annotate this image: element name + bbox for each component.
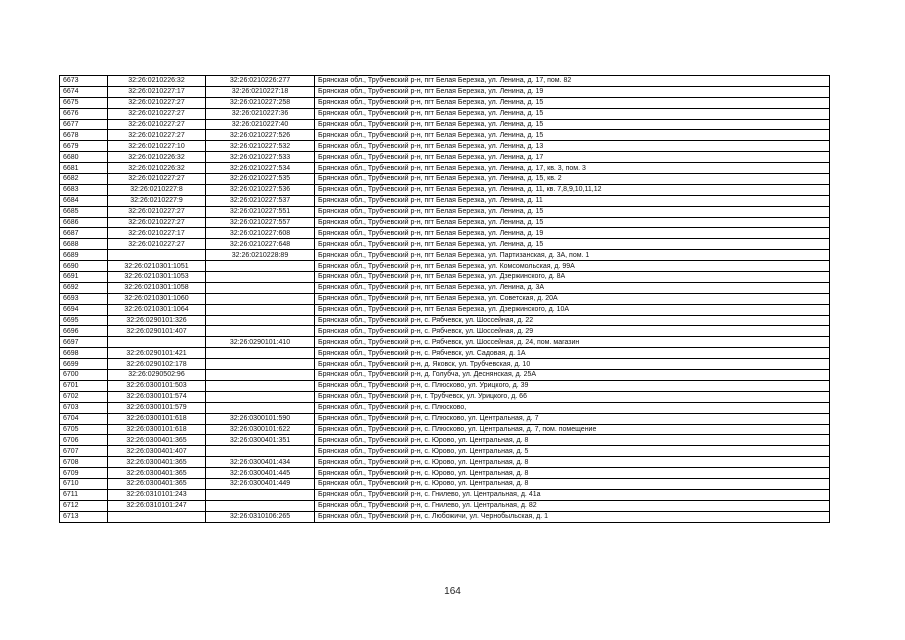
object-cadastral-number-cell: 32:26:0210227:533	[206, 152, 315, 163]
row-number-cell: 6706	[60, 435, 108, 446]
object-cadastral-number-cell	[206, 446, 315, 457]
table-row	[60, 97, 830, 108]
object-cadastral-number-cell	[206, 304, 315, 315]
row-number-cell: 6686	[60, 217, 108, 228]
table-row	[60, 380, 830, 391]
address-cell: Брянская обл., Трубчевский р-н, с. Гнилево, ул. Центральная, д. 82	[315, 500, 830, 511]
row-number-cell: 6682	[60, 174, 108, 185]
address-cell: Брянская обл., Трубчевский р-н, пгт Белая Березка, ул. Ленина, д. 15	[315, 119, 830, 130]
object-cadastral-number-cell	[206, 391, 315, 402]
row-number-cell: 6673	[60, 76, 108, 87]
table-row	[60, 184, 830, 195]
table-row	[60, 468, 830, 479]
row-number-cell: 6677	[60, 119, 108, 130]
land-cadastral-number-cell: 32:26:0210226:32	[108, 76, 206, 87]
row-number-cell: 6675	[60, 97, 108, 108]
object-cadastral-number-cell: 32:26:0210227:537	[206, 195, 315, 206]
address-cell: Брянская обл., Трубчевский р-н, пгт Белая Березка, ул. Партизанская, д. 3А, пом. 1	[315, 250, 830, 261]
row-number-cell: 6704	[60, 413, 108, 424]
row-number-cell: 6692	[60, 282, 108, 293]
land-cadastral-number-cell: 32:26:0210301:1058	[108, 282, 206, 293]
address-cell: Брянская обл., Трубчевский р-н, пгт Белая Березка, ул. Ленина, д. 17, кв. 3, пом. 3	[315, 163, 830, 174]
table-row	[60, 239, 830, 250]
address-cell: Брянская обл., Трубчевский р-н, с. Гнилево, ул. Центральная, д. 41а	[315, 489, 830, 500]
object-cadastral-number-cell	[206, 489, 315, 500]
table-row	[60, 141, 830, 152]
address-cell: Брянская обл., Трубчевский р-н, с. Юрово, ул. Центральная, д. 8	[315, 457, 830, 468]
land-cadastral-number-cell: 32:26:0210227:17	[108, 228, 206, 239]
table-row	[60, 500, 830, 511]
table-row	[60, 413, 830, 424]
land-cadastral-number-cell: 32:26:0300101:618	[108, 413, 206, 424]
object-cadastral-number-cell: 32:26:0210226:277	[206, 76, 315, 87]
row-number-cell: 6698	[60, 348, 108, 359]
object-cadastral-number-cell: 32:26:0210227:557	[206, 217, 315, 228]
row-number-cell: 6705	[60, 424, 108, 435]
table-row	[60, 326, 830, 337]
row-number-cell: 6707	[60, 446, 108, 457]
land-cadastral-number-cell: 32:26:0210301:1053	[108, 272, 206, 283]
object-cadastral-number-cell: 32:26:0210227:40	[206, 119, 315, 130]
table-row	[60, 391, 830, 402]
address-cell: Брянская обл., Трубчевский р-н, пгт Белая Березка, ул. Ленина, д. 17	[315, 152, 830, 163]
land-cadastral-number-cell: 32:26:0290102:178	[108, 359, 206, 370]
land-cadastral-number-cell: 32:26:0210301:1060	[108, 293, 206, 304]
object-cadastral-number-cell	[206, 293, 315, 304]
table-row	[60, 217, 830, 228]
row-number-cell: 6691	[60, 272, 108, 283]
row-number-cell: 6688	[60, 239, 108, 250]
address-cell: Брянская обл., Трубчевский р-н, г. Трубчевск, ул. Урицкого, д. 66	[315, 391, 830, 402]
address-cell: Брянская обл., Трубчевский р-н, пгт Белая Березка, ул. Ленина, д. 15	[315, 97, 830, 108]
address-cell: Брянская обл., Трубчевский р-н, пгт Белая Березка, ул. Ленина, д. 15, кв. 2	[315, 174, 830, 185]
table-row	[60, 457, 830, 468]
address-cell: Брянская обл., Трубчевский р-н, с. Рябчевск, ул. Шоссейная, д. 24, пом. магазин	[315, 337, 830, 348]
table-row	[60, 489, 830, 500]
land-cadastral-number-cell: 32:26:0210227:27	[108, 130, 206, 141]
address-cell: Брянская обл., Трубчевский р-н, пгт Белая Березка, ул. Комсомольская, д. 99А	[315, 261, 830, 272]
object-cadastral-number-cell	[206, 261, 315, 272]
table-row	[60, 163, 830, 174]
row-number-cell: 6709	[60, 468, 108, 479]
table-row	[60, 130, 830, 141]
land-cadastral-number-cell	[108, 250, 206, 261]
land-cadastral-number-cell: 32:26:0210301:1051	[108, 261, 206, 272]
row-number-cell: 6676	[60, 108, 108, 119]
address-cell: Брянская обл., Трубчевский р-н, пгт Белая Березка, ул. Ленина, д. 17, пом. 82	[315, 76, 830, 87]
land-cadastral-number-cell	[108, 511, 206, 522]
table-row	[60, 293, 830, 304]
land-cadastral-number-cell: 32:26:0300401:365	[108, 435, 206, 446]
table-row	[60, 119, 830, 130]
address-cell: Брянская обл., Трубчевский р-н, д. Голубча, ул. Деснянская, д. 25А	[315, 370, 830, 381]
land-cadastral-number-cell: 32:26:0290502:96	[108, 370, 206, 381]
object-cadastral-number-cell: 32:26:0300401:434	[206, 457, 315, 468]
object-cadastral-number-cell	[206, 326, 315, 337]
row-number-cell: 6701	[60, 380, 108, 391]
table-row	[60, 272, 830, 283]
address-cell: Брянская обл., Трубчевский р-н, пгт Белая Березка, ул. Ленина, д. 13	[315, 141, 830, 152]
row-number-cell: 6674	[60, 86, 108, 97]
object-cadastral-number-cell: 32:26:0310106:265	[206, 511, 315, 522]
row-number-cell: 6697	[60, 337, 108, 348]
address-cell: Брянская обл., Трубчевский р-н, пгт Белая Березка, ул. Ленина, д. 19	[315, 228, 830, 239]
row-number-cell: 6710	[60, 478, 108, 489]
row-number-cell: 6681	[60, 163, 108, 174]
object-cadastral-number-cell	[206, 500, 315, 511]
land-cadastral-number-cell: 32:26:0210227:27	[108, 206, 206, 217]
address-cell: Брянская обл., Трубчевский р-н, с. Рябчевск, ул. Шоссейная, д. 29	[315, 326, 830, 337]
address-cell: Брянская обл., Трубчевский р-н, с. Плюсково,	[315, 402, 830, 413]
address-cell: Брянская обл., Трубчевский р-н, пгт Белая Березка, ул. Ленина, д. 11, кв. 7,8,9,10,11,12	[315, 184, 830, 195]
row-number-cell: 6694	[60, 304, 108, 315]
land-cadastral-number-cell: 32:26:0210226:32	[108, 152, 206, 163]
address-cell: Брянская обл., Трубчевский р-н, с. Любожичи, ул. Чернобыльская, д. 1	[315, 511, 830, 522]
land-cadastral-number-cell: 32:26:0210227:27	[108, 239, 206, 250]
table-row	[60, 511, 830, 522]
address-cell: Брянская обл., Трубчевский р-н, с. Рябчевск, ул. Садовая, д. 1А	[315, 348, 830, 359]
land-cadastral-number-cell: 32:26:0300101:574	[108, 391, 206, 402]
land-cadastral-number-cell	[108, 337, 206, 348]
address-cell: Брянская обл., Трубчевский р-н, с. Плюсково, ул. Центральная, д. 7, пом. помещение	[315, 424, 830, 435]
table-row	[60, 174, 830, 185]
object-cadastral-number-cell: 32:26:0210227:258	[206, 97, 315, 108]
table-row	[60, 228, 830, 239]
table-row	[60, 402, 830, 413]
document-table-wrapper	[59, 75, 829, 523]
land-cadastral-number-cell: 32:26:0300101:503	[108, 380, 206, 391]
row-number-cell: 6695	[60, 315, 108, 326]
object-cadastral-number-cell	[206, 272, 315, 283]
address-cell: Брянская обл., Трубчевский р-н, пгт Белая Березка, ул. Ленина, д. 15	[315, 239, 830, 250]
table-row	[60, 195, 830, 206]
row-number-cell: 6699	[60, 359, 108, 370]
row-number-cell: 6684	[60, 195, 108, 206]
object-cadastral-number-cell: 32:26:0210227:608	[206, 228, 315, 239]
land-cadastral-number-cell: 32:26:0210227:27	[108, 174, 206, 185]
object-cadastral-number-cell	[206, 359, 315, 370]
land-cadastral-number-cell: 32:26:0300401:365	[108, 457, 206, 468]
address-cell: Брянская обл., Трубчевский р-н, с. Плюсково, ул. Урицкого, д. 39	[315, 380, 830, 391]
object-cadastral-number-cell: 32:26:0300401:351	[206, 435, 315, 446]
land-cadastral-number-cell: 32:26:0290101:326	[108, 315, 206, 326]
object-cadastral-number-cell: 32:26:0210227:551	[206, 206, 315, 217]
table-row	[60, 359, 830, 370]
land-cadastral-number-cell: 32:26:0290101:421	[108, 348, 206, 359]
object-cadastral-number-cell: 32:26:0290101:410	[206, 337, 315, 348]
address-cell: Брянская обл., Трубчевский р-н, с. Рябчевск, ул. Шоссейная, д. 22	[315, 315, 830, 326]
object-cadastral-number-cell: 32:26:0300101:590	[206, 413, 315, 424]
table-row	[60, 348, 830, 359]
table-row	[60, 478, 830, 489]
land-cadastral-number-cell: 32:26:0210227:27	[108, 119, 206, 130]
land-cadastral-number-cell: 32:26:0210226:32	[108, 163, 206, 174]
object-cadastral-number-cell	[206, 282, 315, 293]
address-cell: Брянская обл., Трубчевский р-н, с. Юрово, ул. Центральная, д. 8	[315, 468, 830, 479]
table-row	[60, 435, 830, 446]
address-cell: Брянская обл., Трубчевский р-н, с. Юрово, ул. Центральная, д. 5	[315, 446, 830, 457]
table-row	[60, 76, 830, 87]
row-number-cell: 6696	[60, 326, 108, 337]
address-cell: Брянская обл., Трубчевский р-н, д. Яковск, ул. Трубчевская, д. 10	[315, 359, 830, 370]
object-cadastral-number-cell: 32:26:0300401:445	[206, 468, 315, 479]
address-cell: Брянская обл., Трубчевский р-н, пгт Белая Березка, ул. Ленина, д. 15	[315, 217, 830, 228]
table-row	[60, 86, 830, 97]
table-row	[60, 282, 830, 293]
object-cadastral-number-cell	[206, 348, 315, 359]
object-cadastral-number-cell	[206, 402, 315, 413]
land-cadastral-number-cell: 32:26:0300101:579	[108, 402, 206, 413]
object-cadastral-number-cell: 32:26:0210227:18	[206, 86, 315, 97]
row-number-cell: 6703	[60, 402, 108, 413]
object-cadastral-number-cell	[206, 370, 315, 381]
land-cadastral-number-cell: 32:26:0210227:10	[108, 141, 206, 152]
land-cadastral-number-cell: 32:26:0300101:618	[108, 424, 206, 435]
object-cadastral-number-cell: 32:26:0210227:532	[206, 141, 315, 152]
row-number-cell: 6690	[60, 261, 108, 272]
object-cadastral-number-cell: 32:26:0210227:534	[206, 163, 315, 174]
land-cadastral-number-cell: 32:26:0300401:407	[108, 446, 206, 457]
land-cadastral-number-cell: 32:26:0210227:27	[108, 217, 206, 228]
address-cell: Брянская обл., Трубчевский р-н, пгт Белая Березка, ул. Ленина, д. 19	[315, 86, 830, 97]
row-number-cell: 6689	[60, 250, 108, 261]
address-cell: Брянская обл., Трубчевский р-н, с. Плюсково, ул. Центральная, д. 7	[315, 413, 830, 424]
page-number: 164	[444, 586, 461, 597]
table-row	[60, 424, 830, 435]
table-row	[60, 304, 830, 315]
row-number-cell: 6700	[60, 370, 108, 381]
row-number-cell: 6685	[60, 206, 108, 217]
address-cell: Брянская обл., Трубчевский р-н, пгт Белая Березка, ул. Ленина, д. 15	[315, 108, 830, 119]
address-cell: Брянская обл., Трубчевский р-н, пгт Белая Березка, ул. Дзержинского, д. 8А	[315, 272, 830, 283]
table-row	[60, 446, 830, 457]
object-cadastral-number-cell: 32:26:0300401:449	[206, 478, 315, 489]
land-cadastral-number-cell: 32:26:0210227:27	[108, 108, 206, 119]
land-cadastral-number-cell: 32:26:0210227:8	[108, 184, 206, 195]
object-cadastral-number-cell: 32:26:0210228:89	[206, 250, 315, 261]
table-row	[60, 337, 830, 348]
table-row	[60, 152, 830, 163]
row-number-cell: 6702	[60, 391, 108, 402]
address-cell: Брянская обл., Трубчевский р-н, пгт Белая Березка, ул. Ленина, д. 15	[315, 130, 830, 141]
table-row	[60, 370, 830, 381]
object-cadastral-number-cell: 32:26:0300101:622	[206, 424, 315, 435]
object-cadastral-number-cell: 32:26:0210227:536	[206, 184, 315, 195]
row-number-cell: 6680	[60, 152, 108, 163]
row-number-cell: 6708	[60, 457, 108, 468]
address-cell: Брянская обл., Трубчевский р-н, пгт Белая Березка, ул. Дзержинского, д. 10А	[315, 304, 830, 315]
row-number-cell: 6693	[60, 293, 108, 304]
address-cell: Брянская обл., Трубчевский р-н, пгт Белая Березка, ул. Ленина, д. 15	[315, 206, 830, 217]
land-cadastral-number-cell: 32:26:0290101:407	[108, 326, 206, 337]
object-cadastral-number-cell: 32:26:0210227:648	[206, 239, 315, 250]
table-row	[60, 250, 830, 261]
row-number-cell: 6678	[60, 130, 108, 141]
land-cadastral-number-cell: 32:26:0210227:27	[108, 97, 206, 108]
property-register-table	[59, 75, 830, 523]
address-cell: Брянская обл., Трубчевский р-н, пгт Белая Березка, ул. Ленина, д. 3А	[315, 282, 830, 293]
object-cadastral-number-cell	[206, 380, 315, 391]
address-cell: Брянская обл., Трубчевский р-н, пгт Белая Березка, ул. Ленина, д. 11	[315, 195, 830, 206]
land-cadastral-number-cell: 32:26:0310101:243	[108, 489, 206, 500]
row-number-cell: 6711	[60, 489, 108, 500]
row-number-cell: 6713	[60, 511, 108, 522]
table-row	[60, 261, 830, 272]
table-row	[60, 108, 830, 119]
object-cadastral-number-cell	[206, 315, 315, 326]
row-number-cell: 6683	[60, 184, 108, 195]
land-cadastral-number-cell: 32:26:0310101:247	[108, 500, 206, 511]
land-cadastral-number-cell: 32:26:0210227:9	[108, 195, 206, 206]
address-cell: Брянская обл., Трубчевский р-н, пгт Белая Березка, ул. Советская, д. 20А	[315, 293, 830, 304]
row-number-cell: 6687	[60, 228, 108, 239]
object-cadastral-number-cell: 32:26:0210227:36	[206, 108, 315, 119]
object-cadastral-number-cell: 32:26:0210227:526	[206, 130, 315, 141]
table-body	[60, 76, 830, 523]
land-cadastral-number-cell: 32:26:0300401:365	[108, 478, 206, 489]
land-cadastral-number-cell: 32:26:0210227:17	[108, 86, 206, 97]
land-cadastral-number-cell: 32:26:0210301:1064	[108, 304, 206, 315]
address-cell: Брянская обл., Трубчевский р-н, с. Юрово, ул. Центральная, д. 8	[315, 478, 830, 489]
table-row	[60, 206, 830, 217]
row-number-cell: 6712	[60, 500, 108, 511]
table-row	[60, 315, 830, 326]
land-cadastral-number-cell: 32:26:0300401:365	[108, 468, 206, 479]
address-cell: Брянская обл., Трубчевский р-н, с. Юрово, ул. Центральная, д. 8	[315, 435, 830, 446]
row-number-cell: 6679	[60, 141, 108, 152]
object-cadastral-number-cell: 32:26:0210227:535	[206, 174, 315, 185]
